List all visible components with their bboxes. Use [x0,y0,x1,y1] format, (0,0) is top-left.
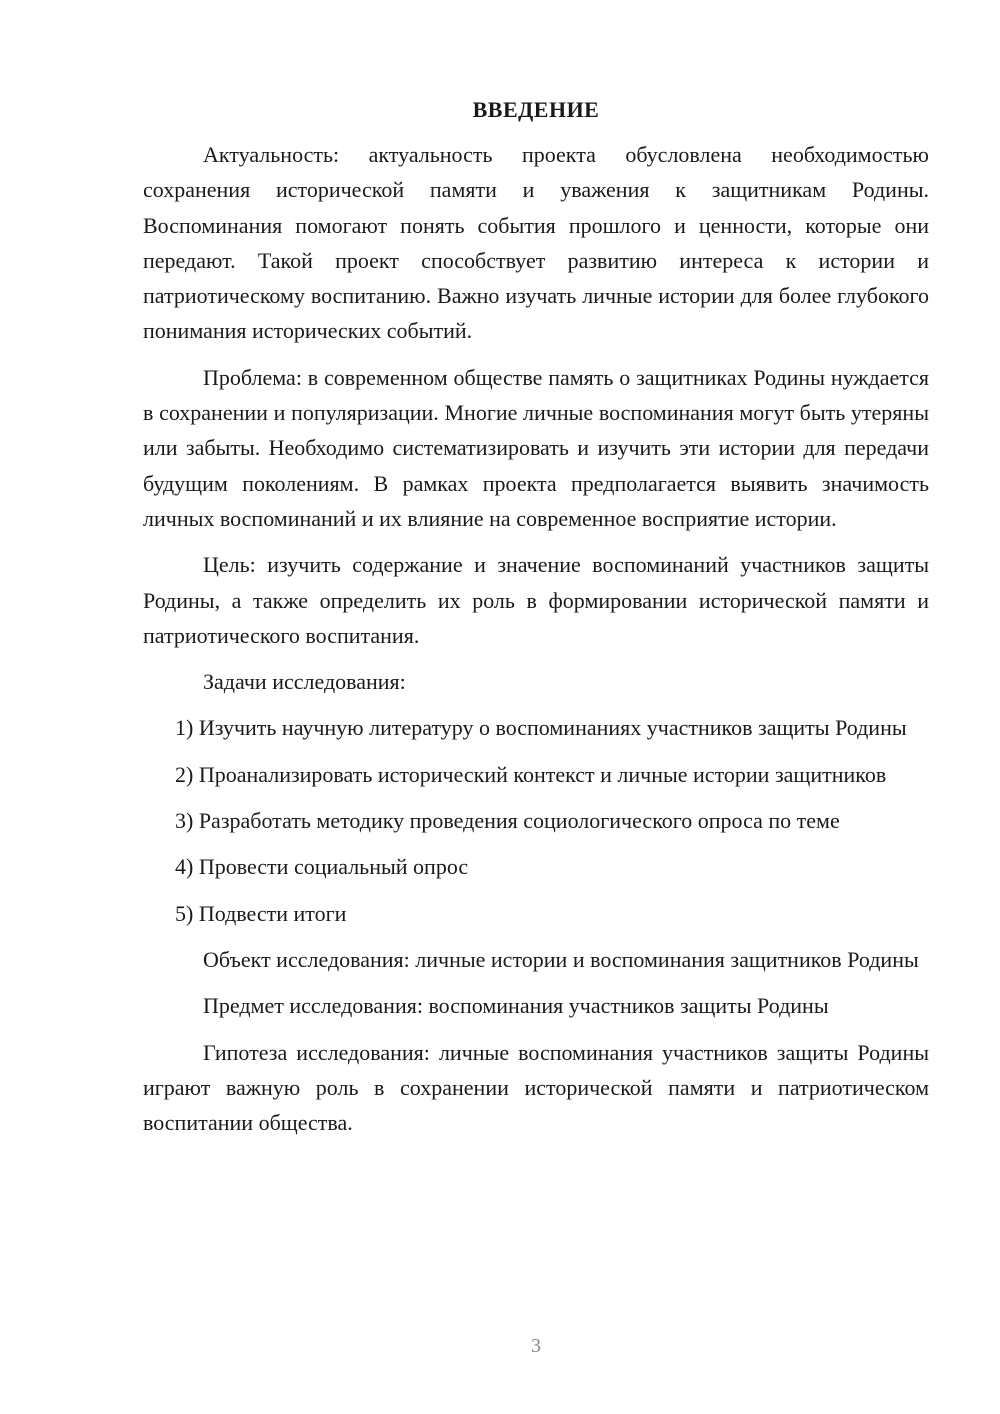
tasks-heading: Задачи исследования: [203,669,406,695]
hypothesis-paragraph: Гипотеза исследования: личные воспоминания участников защиты Родины играют важную роль в сохранении исторической памяти и патриотическом воспитании общества. [143,1039,929,1136]
task-item-2: 2) Проанализировать исторический контекст и личные истории защитников [175,761,887,787]
object-paragraph: Объект исследования: личные истории и воспоминания защитников Родины [203,946,919,972]
page-number: 3 [531,1335,541,1357]
problem-paragraph: Проблема: в современном обществе память о защитниках Родины нуждается в сохранении и популяризации. Многие личные воспоминания могут быть утеряны или забыты. Необходимо систематизировать и изучить эти истории для передачи будущим поколениям. В рамках проекта предполагается выявить значимость личных воспоминаний и их влияние на современное восприятие истории. [143,364,929,531]
document-page [143,92,929,1151]
subject-paragraph: Предмет исследования: воспоминания участников защиты Родины [203,993,829,1019]
task-item-5: 5) Подвести итоги [175,900,347,926]
goal-paragraph: Цель: изучить содержание и значение воспоминаний участников защиты Родины, а также определить их роль в формировании исторической памяти и патриотического воспитания. [143,552,929,648]
relevance-paragraph: Актуальность: актуальность проекта обусловлена необходимостью сохранения исторической памяти и уважения к защитникам Родины. Воспоминания помогают понять события прошлого и ценности, которые они передают. Такой проект способствует развитию интереса к истории и патриотическому воспитанию. Важно изучать личные истории для более глубокого понимания исторических событий. [143,142,929,344]
task-item-4: 4) Провести социальный опрос [175,854,469,880]
task-item-1: 1) Изучить научную литературу о воспоминаниях участников защиты Родины [175,715,907,741]
page-title: ВВЕДЕНИЕ [472,97,600,122]
task-item-3: 3) Разработать методику проведения социологического опроса по теме [175,808,840,834]
